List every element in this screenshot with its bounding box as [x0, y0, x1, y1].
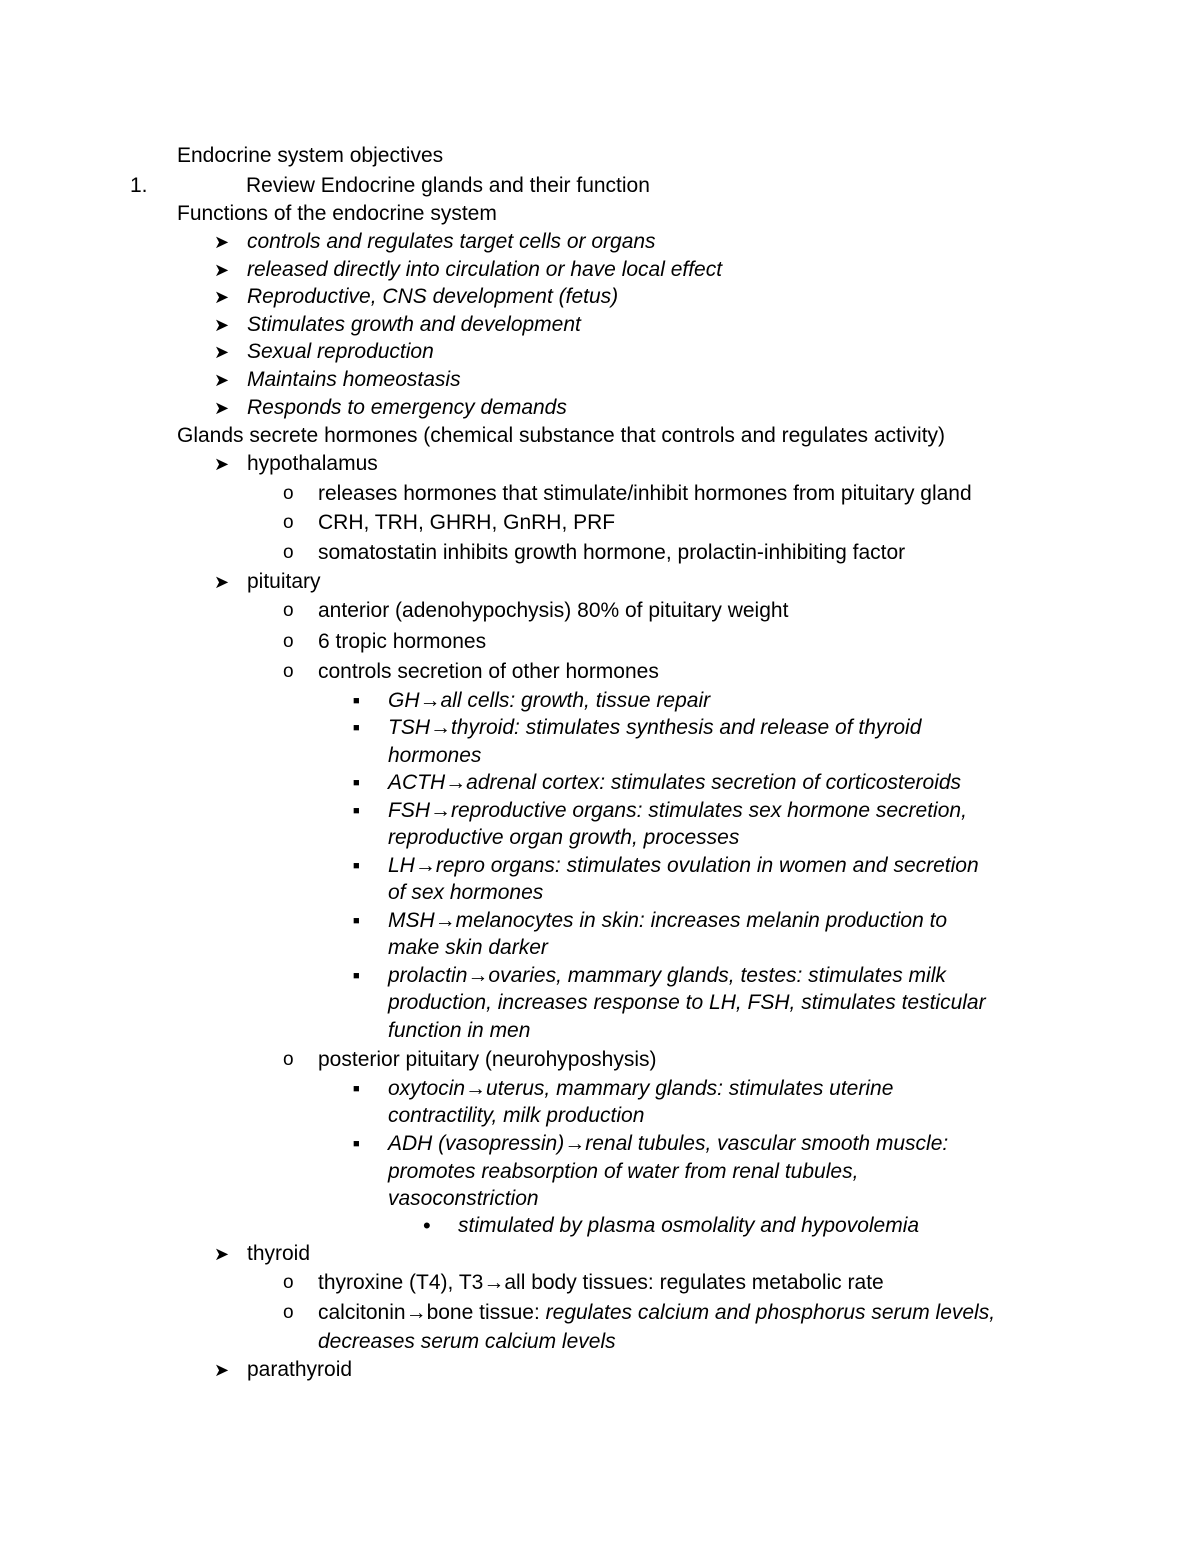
hormone-desc: thyroid: stimulates synthesis and release of thyroid: [451, 716, 922, 739]
right-arrow-icon: →: [419, 689, 441, 712]
hormone-desc: melanocytes in skin: increases melanin production to: [455, 909, 948, 932]
hormone-desc-cont: reproductive organ growth, processes: [388, 826, 740, 849]
glands-heading: Glands secrete hormones (chemical substance that controls and regulates activity): [177, 424, 946, 447]
document-title: Endocrine system objectives: [177, 144, 444, 167]
hormone-name: LH: [388, 854, 415, 877]
hormone-desc: reproductive organs: stimulates sex hormone secretion,: [451, 799, 967, 822]
hormone-desc-cont: make skin darker: [388, 936, 548, 959]
hormone-desc: ovaries, mammary glands, testes: stimulates milk: [488, 964, 946, 987]
hormone-name: thyroxine (T4), T3: [318, 1271, 484, 1294]
circle-bullet-icon: o: [283, 1049, 294, 1070]
circle-bullet-icon: o: [283, 512, 294, 533]
square-bullet-icon: ■: [353, 695, 360, 707]
circle-bullet-icon: o: [283, 600, 294, 621]
hormone-item: [388, 962, 946, 990]
hormone-desc: repro organs: stimulates ovulation in women and secretion: [435, 854, 979, 877]
right-arrow-icon: →: [434, 909, 456, 932]
circle-bullet-icon: o: [283, 661, 294, 682]
hormone-desc: all cells: growth, tissue repair: [440, 689, 711, 712]
right-arrow-icon: →: [405, 1301, 427, 1324]
hormone-item: [388, 797, 967, 825]
right-arrow-icon: →: [414, 854, 436, 877]
hormone-desc-cont: promotes reabsorption of water from renal tubules,: [388, 1160, 859, 1183]
function-item: Maintains homeostasis: [247, 368, 461, 391]
arrow-bullet-icon: ➤: [214, 398, 230, 418]
thyroid-t4: [318, 1269, 884, 1297]
square-bullet-icon: ■: [353, 915, 360, 927]
function-item: Stimulates growth and development: [247, 313, 581, 336]
arrow-bullet-icon: ➤: [214, 1244, 230, 1264]
hormone-name: MSH: [388, 909, 435, 932]
function-item: Responds to emergency demands: [247, 396, 567, 419]
hormone-name: GH: [388, 689, 420, 712]
hormone-item: [388, 907, 947, 935]
objective-text: Review Endocrine glands and their function: [246, 174, 650, 197]
square-bullet-icon: ■: [353, 970, 360, 982]
right-arrow-icon: →: [465, 1077, 487, 1100]
functions-heading: Functions of the endocrine system: [177, 202, 497, 225]
pituitary-tropic: 6 tropic hormones: [318, 630, 487, 653]
square-bullet-icon: ■: [353, 860, 360, 872]
hormone-name: ADH (vasopressin): [388, 1132, 565, 1155]
hormone-desc-cont: decreases serum calcium levels: [318, 1330, 616, 1353]
circle-bullet-icon: o: [283, 1272, 294, 1293]
arrow-bullet-icon: ➤: [214, 1360, 230, 1380]
hormone-item: [388, 769, 961, 797]
hormone-item: [388, 714, 921, 742]
arrow-bullet-icon: ➤: [214, 454, 230, 474]
hormone-name: ACTH: [388, 771, 446, 794]
objective-number: 1.: [130, 174, 148, 197]
hypothalamus-item: CRH, TRH, GHRH, GnRH, PRF: [318, 511, 616, 534]
hormone-desc: all body tissues: regulates metabolic rate: [504, 1271, 884, 1294]
square-bullet-icon: ■: [353, 805, 360, 817]
arrow-bullet-icon: ➤: [214, 370, 230, 390]
hormone-desc-cont: function in men: [388, 1019, 531, 1042]
function-item: controls and regulates target cells or organs: [247, 230, 656, 253]
function-item: Sexual reproduction: [247, 340, 434, 363]
hormone-item: [388, 1130, 948, 1158]
pituitary-heading: pituitary: [247, 570, 321, 593]
right-arrow-icon: →: [467, 964, 489, 987]
hormone-item: [388, 687, 710, 715]
pituitary-posterior: posterior pituitary (neurohyposhysis): [318, 1048, 657, 1071]
right-arrow-icon: →: [483, 1271, 505, 1294]
hormone-desc: uterus, mammary glands: stimulates uterine: [486, 1077, 894, 1100]
circle-bullet-icon: o: [283, 542, 294, 563]
hormone-name: prolactin: [388, 964, 468, 987]
hormone-name: calcitonin: [318, 1301, 406, 1324]
hormone-desc-cont: contractility, milk production: [388, 1104, 645, 1127]
right-arrow-icon: →: [564, 1132, 586, 1155]
square-bullet-icon: ■: [353, 1138, 360, 1150]
thyroid-heading: thyroid: [247, 1242, 311, 1265]
dot-bullet-icon: •: [423, 1213, 431, 1238]
square-bullet-icon: ■: [353, 722, 360, 734]
circle-bullet-icon: o: [283, 483, 294, 504]
circle-bullet-icon: o: [283, 631, 294, 652]
hormone-desc: adrenal cortex: stimulates secretion of corticosteroids: [466, 771, 962, 794]
hormone-target: bone tissue:: [426, 1301, 540, 1324]
right-arrow-icon: →: [430, 799, 451, 822]
hypothalamus-heading: hypothalamus: [247, 452, 378, 475]
hormone-desc: regulates calcium and phosphorus serum levels,: [545, 1301, 996, 1324]
arrow-bullet-icon: ➤: [214, 315, 230, 335]
hypothalamus-item: somatostatin inhibits growth hormone, prolactin-inhibiting factor: [318, 541, 906, 564]
right-arrow-icon: →: [430, 716, 451, 739]
arrow-bullet-icon: ➤: [214, 287, 230, 307]
hormone-item: [388, 1075, 893, 1103]
square-bullet-icon: ■: [353, 777, 360, 789]
arrow-bullet-icon: ➤: [214, 572, 230, 592]
thyroid-calcitonin: [318, 1299, 995, 1327]
hormone-name: oxytocin: [388, 1077, 466, 1100]
right-arrow-icon: →: [445, 771, 467, 794]
adh-note: stimulated by plasma osmolality and hypovolemia: [458, 1214, 920, 1237]
pituitary-controls: controls secretion of other hormones: [318, 660, 659, 683]
hormone-desc-cont: of sex hormones: [388, 881, 544, 904]
hormone-desc-cont: production, increases response to LH, FSH, stimulates testicular: [388, 991, 986, 1014]
hypothalamus-item: releases hormones that stimulate/inhibit hormones from pituitary gland: [318, 482, 972, 505]
hormone-item: [388, 852, 979, 880]
hormone-name: FSH: [388, 799, 430, 822]
function-item: Reproductive, CNS development (fetus): [247, 285, 619, 308]
square-bullet-icon: ■: [353, 1083, 360, 1095]
function-item: released directly into circulation or have local effect: [247, 258, 723, 281]
hormone-name: TSH: [388, 716, 430, 739]
circle-bullet-icon: o: [283, 1302, 294, 1323]
hormone-desc-cont: hormones: [388, 744, 482, 767]
arrow-bullet-icon: ➤: [214, 260, 230, 280]
pituitary-anterior: anterior (adenohypochysis) 80% of pituitary weight: [318, 599, 789, 622]
arrow-bullet-icon: ➤: [214, 232, 230, 252]
parathyroid-heading: parathyroid: [247, 1358, 353, 1381]
hormone-desc: renal tubules, vascular smooth muscle:: [585, 1132, 949, 1155]
arrow-bullet-icon: ➤: [214, 342, 230, 362]
hormone-desc-cont: vasoconstriction: [388, 1187, 539, 1210]
